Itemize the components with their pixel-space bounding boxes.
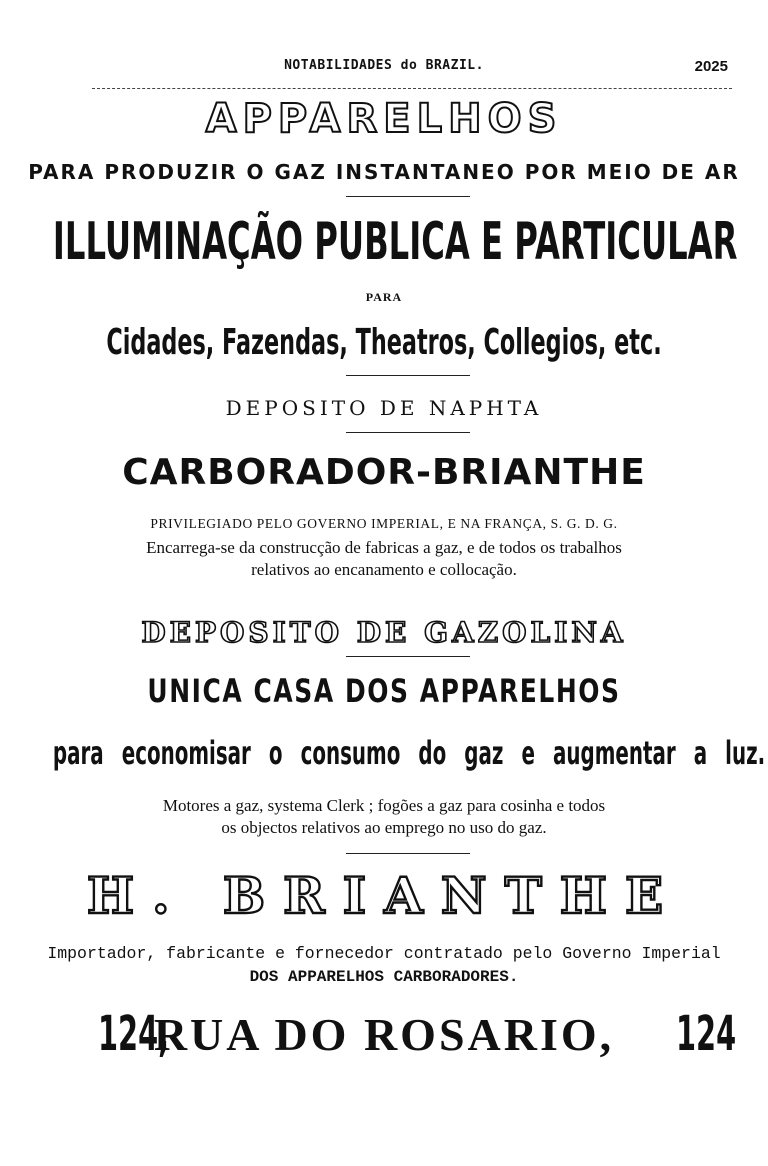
motores-line-1: Motores a gaz, systema Clerk ; fogões a gaz para cosinha e todos	[162, 796, 606, 815]
divider	[346, 196, 470, 197]
encarrega-line-1: Encarrega-se da construcção de fabricas a gaz, e de todos os trabalhos	[146, 538, 622, 557]
para-label: PARA	[365, 290, 403, 304]
privilege-line: PRIVILEGIADO PELO GOVERNO IMPERIAL, E NA FRANÇA, S. G. D. G.	[150, 516, 618, 531]
header-rule	[92, 88, 732, 89]
street-number-right: 124	[676, 1006, 737, 1062]
economisar-line: para economisar o consumo do gaz e augmentar a luz.	[52, 734, 766, 772]
motores-line-2: os objectos relativos ao emprego no uso do gaz.	[221, 818, 547, 837]
running-title: NOTABILIDADES do BRAZIL.	[284, 58, 484, 73]
carboradores-line: DOS APPARELHOS CARBORADORES.	[249, 968, 519, 986]
gazolina-line: DEPOSITO DE GAZOLINA	[141, 616, 627, 649]
divider	[346, 432, 470, 433]
encarrega-line-2: relativos ao encanamento e collocação.	[251, 560, 517, 579]
divider	[346, 853, 470, 854]
street-address: RUA DO ROSARIO,	[153, 1009, 615, 1060]
product-name: CARBORADOR-BRIANTHE	[122, 452, 646, 493]
illumination-line: ILLUMINAÇÃO PUBLICA E PARTICULAR	[52, 212, 738, 272]
unica-line: UNICA CASA DOS APPARELHOS	[147, 672, 621, 710]
divider	[346, 656, 470, 657]
heading-apparelhos: APPARELHOS	[205, 96, 563, 142]
page-number: 2025	[694, 58, 728, 75]
merchant-name: H. BRIANTHE	[86, 866, 682, 925]
divider	[346, 375, 470, 376]
street-number-left: 124,	[98, 1006, 170, 1062]
places-line: Cidades, Fazendas, Theatros, Collegios, etc.	[106, 322, 662, 363]
naphta-line: DEPOSITO DE NAPHTA	[225, 396, 543, 420]
importador-line: Importador, fabricante e fornecedor contratado pelo Governo Imperial	[47, 944, 721, 963]
subheading-gaz: PARA PRODUZIR O GAZ INSTANTANEO POR MEIO DE AR	[28, 160, 740, 184]
